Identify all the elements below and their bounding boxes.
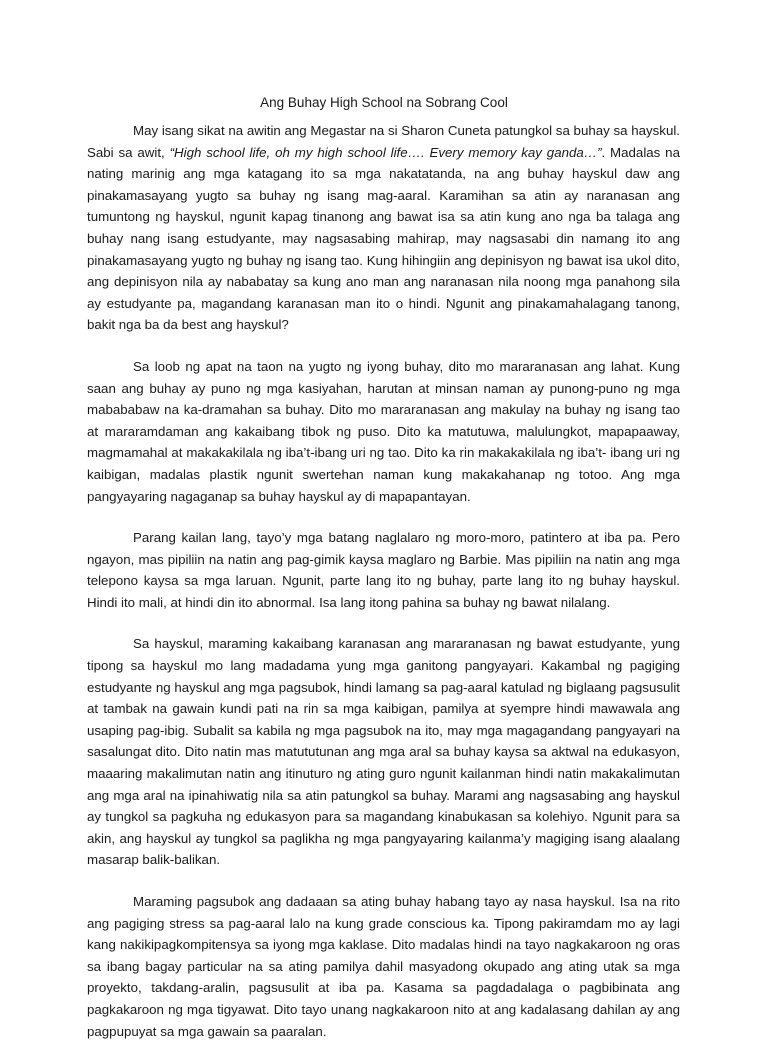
paragraph-1 bbox=[87, 120, 680, 336]
paragraph-1-text-end: . Madalas na nating marinig ang mga katagang ito sa mga nakatatanda, na ang buhay hayskul daw ang pinakamasayang yugto sa buhay ng isang mag-aaral. Karamihan sa atin ay naranasan ang tumuntong ng hayskul, ngunit kapag tinanong ang bawat isa sa atin kung ano nga ba talaga ang buhay nang isang estudyante, may nagsasabing mahirap, may nagsasabi din namang ito ang pinakamasayang yugto ng buhay ng isang tao. Kung hihingiin ang depinisyon ng bawat isa ukol dito, ang depinisyon nila ay nababatay sa kung ano man ang naranasan nila noong mga panahong sila ay estudyante pa, magandang karanasan man ito o hindi. Ngunit ang pinakamahalagang tanong, bakit nga ba da best ang hayskul? bbox=[87, 144, 680, 333]
paragraph-2: Sa loob ng apat na taon na yugto ng iyong buhay, dito mo mararanasan ang lahat. Kung saan ang buhay ay puno ng mga kasiyahan, harutan at minsan naman ay punong-puno ng mga mabababaw na ka-dramahan sa buhay. Dito mo mararanasan ang makulay na buhay ng isang tao at mararamdaman ang kakaibang tibok ng puso. Dito ka matutuwa, malulungkot, mapapaaway, magmamahal at makakakilala ng iba’t-ibang uri ng tao. Dito ka rin makakakilala ng iba’t- ibang uri ng kaibigan, madalas plastik ngunit swertehan naman kung makakahanap ng totoo. Ang mga pangyayaring nagaganap sa buhay hayskul ay di mapapantayan. bbox=[87, 358, 680, 504]
paragraph-5: Maraming pagsubok ang dadaaan sa ating buhay habang tayo ay nasa hayskul. Isa na rito ang pagiging stress sa pag-aaral lalo na kung grade conscious ka. Tipong pakiramdam mo ay lagi kang nakikipagkompitensya sa iyong mga kaklase. Dito madalas hindi na tayo nagkakaroon ng oras sa ibang bagay particular na sa ating pamilya dahil masyadong okupado ang ating utak sa mga proyekto, takdang-aralin, pagsusulit at iba pa. Kasama sa pagdadalaga o pagbibinata ang pagkakaroon ng mga tigyawat. Dito tayo unang nagkakaroon nito at ang kadalasang dahilan ay ang pagpupuyat sa mga gawain sa paaralan. bbox=[87, 894, 680, 1039]
document-title: Ang Buhay High School na Sobrang Cool bbox=[260, 95, 508, 110]
paragraph-3: Parang kailan lang, tayo’y mga batang naglalaro ng moro-moro, patintero at iba pa. Pero ngayon, mas pipiliin na natin ang pag-gimik kaysa maglaro ng Barbie. Mas pipiliin na natin ang mga telepono kaysa sa mga laruan. Ngunit, parte lang ito ng buhay, parte lang ito ng buhay hayskul. Hindi ito mali, at hindi din ito abnormal. Isa lang itong pahina sa buhay ng bawat nilalang. bbox=[87, 530, 680, 610]
song-quote: “High school life, oh my high school life…. Every memory kay ganda…” bbox=[169, 144, 602, 160]
document-body bbox=[87, 120, 680, 1062]
paragraph-1-text-start: May isang sikat na awitin ang Megastar na si Sharon Cuneta patungkol sa buhay sa hayskul. Sabi sa awit, bbox=[87, 123, 680, 160]
paragraph-4: Sa hayskul, maraming kakaibang karanasan ang mararanasan ng bawat estudyante, yung tipong sa hayskul mo lang madadama yung mga ganitong pangyayari. Kakambal ng pagiging estudyante ng hayskul ang mga pagsubok, hindi lamang sa pag-aaral katulad ng biglaang pagsusulit at tambak na gawain kundi pati na rin sa mga kaibigan, pamilya at syempre hindi mawawala ang usaping pag-ibig. Subalit sa kabila ng mga pagsubok na ito, may mga magagandang pangyayari na sasalungat dito. Dito natin mas matututunan ang mga aral sa buhay kaysa sa aktwal na edukasyon, maaaring makalimutan natin ang itinuturo ng ating guro ngunit kailanman hindi natin makakalimutan ang mga aral na ipinahiwatig nila sa atin patungkol sa buhay. Marami ang nagsasabing ang hayskul ay tungkol sa pagkuha ng edukasyon para sa magandang kinabukasan sa kolehiyo. Ngunit para sa akin, ang hayskul ay tungkol sa paglikha ng mga pangyayaring kailanma’y magiging isang alaalang masarap balik-balikan. bbox=[87, 636, 680, 868]
